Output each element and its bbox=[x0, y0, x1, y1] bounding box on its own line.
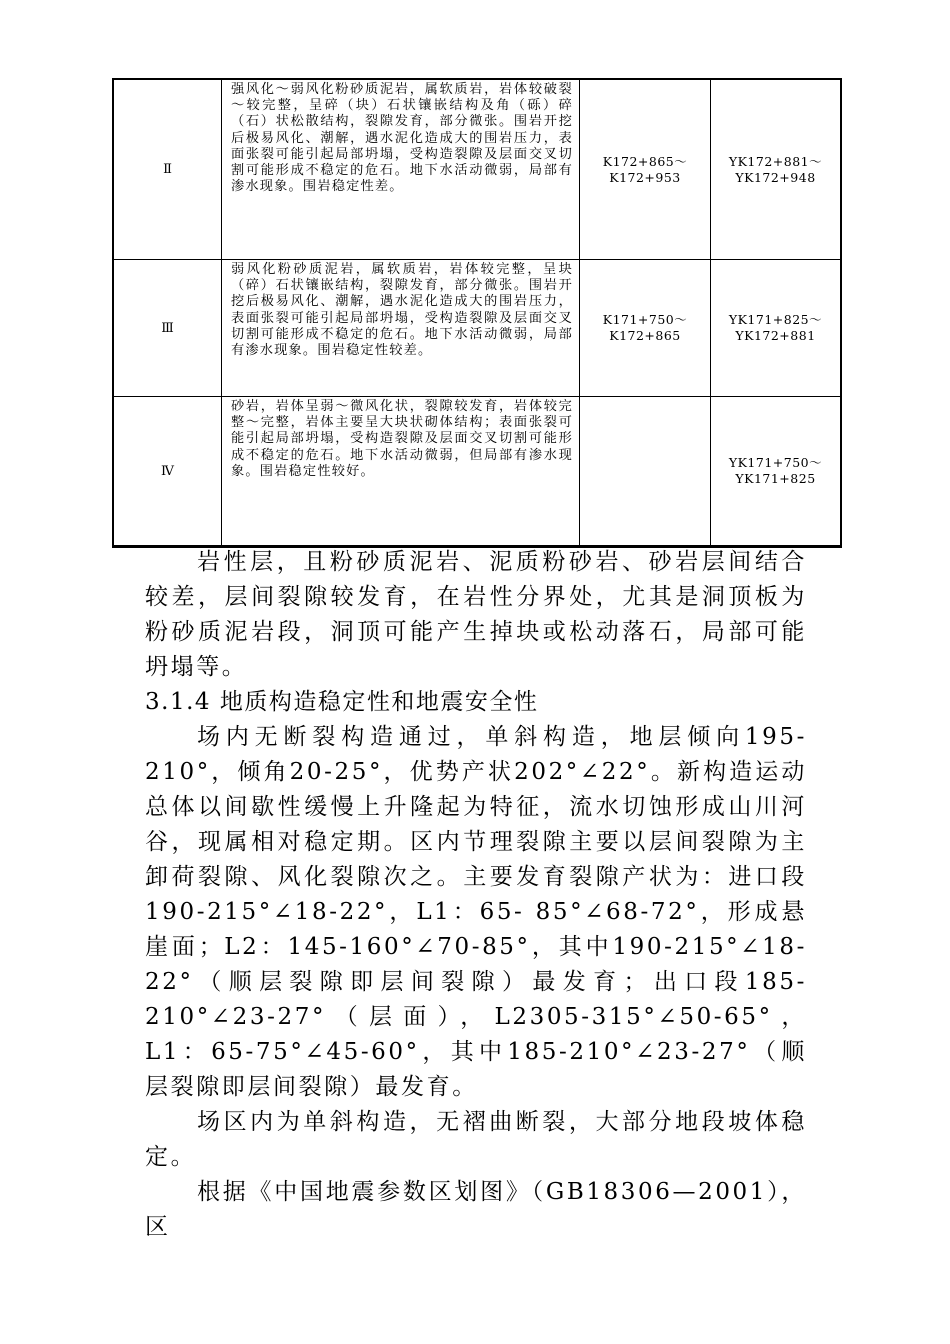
right-line-chainage-cell bbox=[711, 79, 842, 260]
rock-grade-table bbox=[112, 78, 842, 548]
description-text: 强风化～弱风化粉砂质泥岩，属软质岩，岩体较破裂～较完整，呈碎（块）石状镶嵌结构及角（砾）碎（石）状松散结构，裂隙发育，部分微张。围岩开挖后极易风化、潮解，遇水泥化造成大的围岩压力，表面张裂可能引起局部坍塌，受构造裂隙及层面交叉切割可能形成不稳定的危石。地下水活动微弱，局部有渗水现象。围岩稳定性差。 bbox=[231, 82, 573, 195]
description-cell bbox=[222, 79, 580, 260]
grade-cell: Ⅳ bbox=[113, 397, 222, 547]
table-row bbox=[113, 260, 841, 397]
paragraph: 根据《中国地震参数区划图》（GB18306—2001），区 bbox=[145, 1179, 807, 1240]
table-row bbox=[113, 79, 841, 260]
table-row bbox=[113, 397, 841, 547]
chainage-start: K171+750～ bbox=[602, 312, 688, 327]
description-text: 弱风化粉砂质泥岩，属软质岩，岩体较完整，呈块（碎）石状镶嵌结构，裂隙发育，部分微张。围岩开挖后极易风化、潮解，遇水泥化造成大的围岩压力，表面张裂可能引起局部坍塌，受构造裂隙及层面交叉切割可能形成不稳定的危石。地下水活动微弱，局部有渗水现象。围岩稳定性较差。 bbox=[231, 262, 573, 359]
left-line-chainage-cell bbox=[580, 260, 711, 397]
grade-cell: Ⅲ bbox=[113, 260, 222, 397]
paragraph: 场区内为单斜构造，无褶曲断裂，大部分地段坡体稳定。 bbox=[145, 1109, 807, 1170]
left-line-chainage-cell bbox=[580, 397, 711, 547]
paragraph: 岩性层，且粉砂质泥岩、泥质粉砂岩、砂岩层间结合较差，层间裂隙较发育，在岩性分界处，尤其是洞顶板为粉砂质泥岩段，洞顶可能产生掉块或松动落石，局部可能坍塌等。 bbox=[145, 549, 807, 680]
chainage-end: K172+865 bbox=[609, 328, 681, 343]
body-text bbox=[145, 545, 807, 1245]
grade-cell: Ⅱ bbox=[113, 79, 222, 260]
left-line-chainage-cell bbox=[580, 79, 711, 260]
paragraph: 场内无断裂构造通过，单斜构造，地层倾向195-210°，倾角20-25°，优势产状202°∠22°。新构造运动总体以间歇性缓慢上升隆起为特征，流水切蚀形成山川河谷，现属相对稳定期。区内节理裂隙主要以层间裂隙为主卸荷裂隙、风化裂隙次之。主要发育裂隙产状为：进口段190-215°∠18-22°，L1：65- 85°∠68-72°，形成悬崖面；L2：145-160°∠70-85°，其中190-215°∠18-22°（顺层裂隙即层间裂隙）最发育；出口段185-210°∠23-27°（层面），L2305-315°∠50-65°，L1：65-75°∠45-60°，其中185-210°∠23-27°（顺层裂隙即层间裂隙）最发育。 bbox=[145, 724, 807, 1100]
description-cell bbox=[222, 260, 580, 397]
chainage-end: K172+953 bbox=[609, 169, 681, 185]
chainage-end: YK172+948 bbox=[735, 169, 816, 185]
chainage-start: YK172+881～ bbox=[728, 153, 823, 169]
right-line-chainage-cell bbox=[711, 260, 842, 397]
rock-grade-table-container bbox=[112, 78, 837, 548]
chainage-end: YK172+881 bbox=[735, 328, 816, 343]
chainage-start: K172+865～ bbox=[602, 153, 688, 169]
chainage-end: YK171+825 bbox=[735, 471, 816, 486]
description-text: 砂岩，岩体呈弱～微风化状，裂隙较发育，岩体较完整～完整，岩体主要呈大块状砌体结构；表面张裂可能引起局部坍塌，受构造裂隙及层面交叉切割可能形成不稳定的危石。地下水活动微弱，但局部有渗水现象。围岩稳定性较好。 bbox=[231, 399, 573, 479]
chainage-start: YK171+750～ bbox=[728, 455, 823, 470]
chainage-start: YK171+825～ bbox=[728, 312, 823, 327]
section-heading: 3.1.4 地质构造稳定性和地震安全性 bbox=[145, 689, 539, 715]
right-line-chainage-cell bbox=[711, 397, 842, 547]
description-cell bbox=[222, 397, 580, 547]
